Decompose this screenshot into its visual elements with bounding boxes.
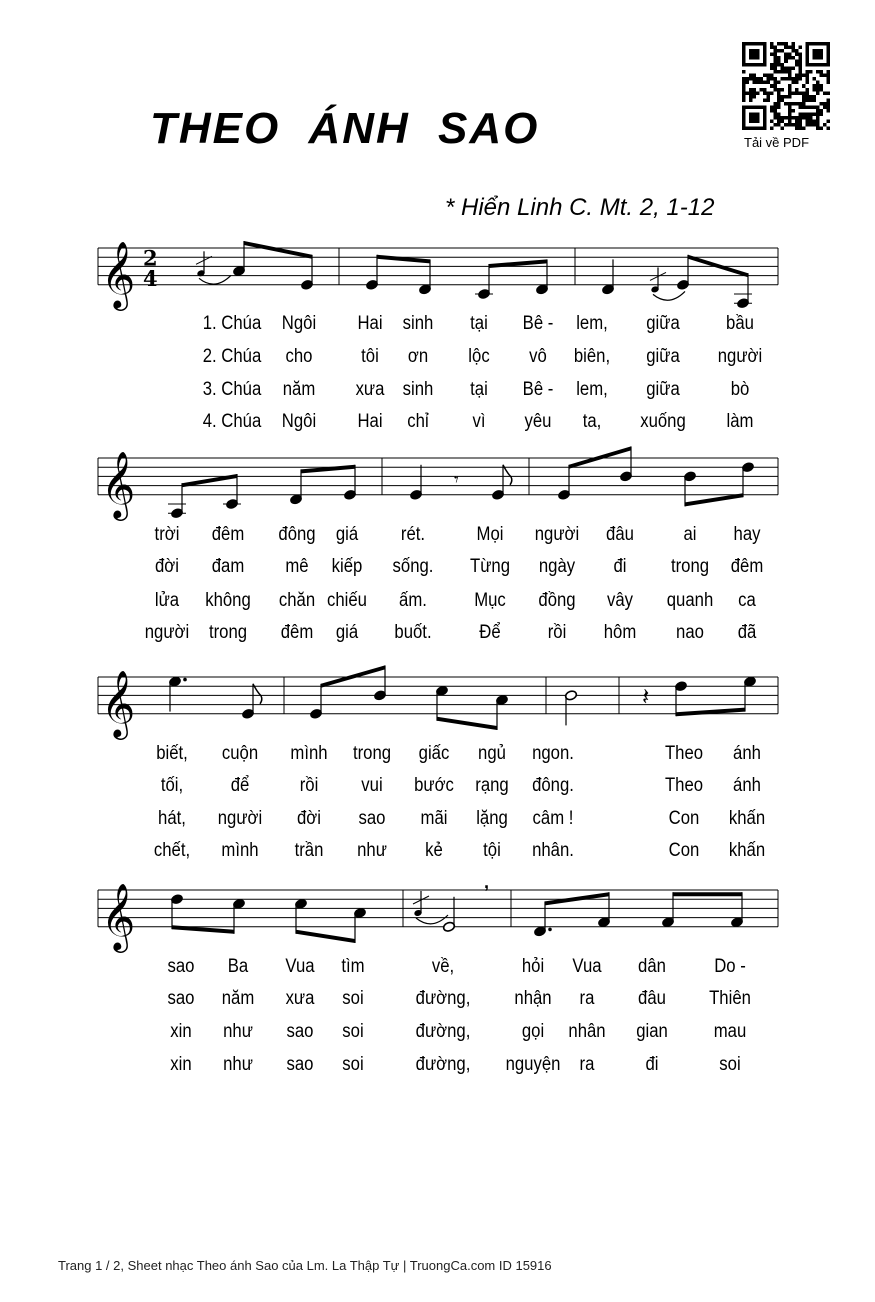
lyric-syllable: vui: [361, 775, 383, 796]
lyric-syllable: sinh: [402, 379, 434, 400]
lyric-syllable: trời: [154, 524, 180, 545]
lyric-syllable: gian: [636, 1021, 668, 1042]
beam: [301, 465, 355, 474]
lyric-syllable: hát,: [158, 808, 186, 829]
treble-clef-icon: 𝄞: [101, 239, 136, 308]
lyric-syllable: khấn: [728, 840, 766, 861]
lyric-syllable: soi: [719, 1054, 741, 1075]
lyric-syllable: ra: [579, 1054, 595, 1075]
lyric-syllable: đông: [278, 524, 316, 545]
lyric-syllable: nhân: [568, 1021, 606, 1042]
lyric-syllable: Bê -: [522, 313, 554, 334]
slur: [653, 291, 685, 300]
lyric-syllable: vây: [606, 590, 634, 611]
lyric-syllable: Theo: [664, 743, 704, 764]
lyric-syllable: rạng: [475, 775, 509, 796]
lyric-syllable: 1. Chúa: [202, 313, 262, 334]
lyric-syllable: đâu: [638, 988, 666, 1009]
lyric-syllable: ra: [579, 988, 595, 1009]
treble-clef-icon: 𝄞: [101, 668, 136, 737]
staff-system: [98, 240, 778, 311]
lyric-syllable: vô: [529, 346, 547, 367]
lyric-syllable: khấn: [728, 808, 766, 829]
lyric-syllable: như: [223, 1021, 253, 1042]
lyric-syllable: chăn: [278, 590, 316, 611]
lyric-syllable: Vua: [285, 956, 315, 977]
beam: [244, 241, 312, 259]
lyric-syllable: kiếp: [331, 556, 363, 577]
lyric-syllable: hôm: [603, 622, 637, 643]
lyric-syllable: đêm: [280, 622, 314, 643]
dot: [548, 928, 552, 932]
lyric-syllable: Hai: [357, 313, 383, 334]
lyric-syllable: trong: [670, 556, 710, 577]
lyric-syllable: đồng: [538, 590, 576, 611]
lyric-syllable: ca: [738, 590, 756, 611]
download-pdf-link[interactable]: Tải về PDF: [744, 135, 810, 150]
lyric-syllable: năm: [221, 988, 255, 1009]
author-credit: * Hiển Linh C. Mt. 2, 1-12: [445, 194, 715, 221]
lyric-syllable: mình: [290, 743, 328, 764]
lyric-syllable: lộc: [468, 346, 490, 367]
lyric-syllable: tại: [470, 313, 488, 334]
lyric-syllable: 4. Chúa: [202, 411, 262, 432]
lyric-syllable: đường,: [415, 988, 471, 1009]
lyric-syllable: Để: [479, 622, 501, 643]
lyric-syllable: giá: [335, 622, 359, 643]
lyric-syllable: Ba: [227, 956, 249, 977]
lyric-syllable: xuống: [640, 411, 686, 432]
breath-mark: ,: [484, 872, 490, 892]
treble-clef-icon: 𝄞: [101, 881, 136, 950]
lyric-syllable: 3. Chúa: [202, 379, 262, 400]
lyric-syllable: buốt.: [394, 622, 432, 643]
lyric-syllable: soi: [342, 988, 364, 1009]
lyric-syllable: hỏi: [521, 956, 545, 977]
dot: [183, 678, 187, 682]
lyric-syllable: chiếu: [327, 590, 367, 611]
lyric-syllable: đâu: [606, 524, 634, 545]
lyric-syllable: bầu: [726, 313, 754, 334]
beam: [296, 930, 355, 943]
lyric-syllable: như: [223, 1054, 253, 1075]
lyric-syllable: làm: [726, 411, 754, 432]
lyric-syllable: ấm.: [399, 590, 427, 611]
lyric-syllable: đi: [613, 556, 627, 577]
lyric-syllable: rồi: [547, 622, 567, 643]
lyric-syllable: Hai: [357, 411, 383, 432]
lyric-syllable: tối,: [160, 775, 184, 796]
lyric-syllable: Bê -: [522, 379, 554, 400]
slur: [416, 915, 448, 924]
lyric-syllable: tìm: [341, 956, 365, 977]
lyric-syllable: ánh: [733, 743, 761, 764]
lyric-syllable: cho: [285, 346, 313, 367]
lyric-syllable: xưa: [355, 379, 385, 400]
beam: [377, 255, 430, 264]
lyric-syllable: sinh: [402, 313, 434, 334]
lyric-syllable: để: [230, 775, 250, 796]
lyric-syllable: hay: [733, 524, 761, 545]
lyric-syllable: đường,: [415, 1021, 471, 1042]
lyric-syllable: cuộn: [221, 743, 259, 764]
lyric-syllable: tại: [470, 379, 488, 400]
lyric-syllable: xin: [170, 1021, 192, 1042]
lyric-syllable: quanh: [666, 590, 714, 611]
song-title: THEO ÁNH SAO: [150, 104, 540, 153]
lyric-syllable: dân: [638, 956, 666, 977]
lyric-syllable: ai: [683, 524, 697, 545]
lyric-syllable: giữa: [646, 346, 680, 367]
lyric-syllable: rét.: [400, 524, 426, 545]
lyric-syllable: Từng: [469, 556, 511, 577]
lyric-syllable: mình: [221, 840, 259, 861]
lyric-syllable: sống.: [392, 556, 434, 577]
lyric-syllable: bò: [730, 379, 750, 400]
lyric-syllable: biết,: [156, 743, 188, 764]
lyric-syllable: câm !: [532, 808, 574, 829]
lyric-syllable: tôi: [361, 346, 379, 367]
lyric-syllable: Con: [668, 808, 700, 829]
lyric-syllable: Mọi: [476, 524, 504, 545]
beam: [676, 708, 745, 717]
lyric-syllable: Ngôi: [281, 411, 317, 432]
lyric-syllable: nguyện: [505, 1054, 561, 1075]
lyric-syllable: đã: [737, 622, 757, 643]
lyric-syllable: ngày: [538, 556, 576, 577]
lyric-syllable: người: [217, 808, 263, 829]
lyric-syllable: Vua: [572, 956, 602, 977]
page-footer: Trang 1 / 2, Sheet nhạc Theo ánh Sao của Lm. La Thập Tự | TruongCa.com ID 15916: [58, 1258, 552, 1273]
lyric-syllable: sao: [167, 956, 195, 977]
lyric-syllable: tội: [483, 840, 501, 861]
lyric-syllable: sao: [167, 988, 195, 1009]
lyric-syllable: soi: [342, 1021, 364, 1042]
note-flag: [503, 465, 512, 485]
lyric-syllable: năm: [282, 379, 316, 400]
lyric-syllable: đêm: [211, 524, 245, 545]
lyric-syllable: đi: [645, 1054, 659, 1075]
lyric-syllable: vì: [472, 411, 486, 432]
treble-clef-icon: 𝄞: [101, 449, 136, 518]
lyric-syllable: đời: [297, 808, 321, 829]
lyric-syllable: ánh: [733, 775, 761, 796]
lyric-syllable: mê: [285, 556, 309, 577]
time-signature-bottom: 4: [143, 265, 158, 291]
lyric-syllable: bước: [414, 775, 454, 796]
lyric-syllable: đông.: [532, 775, 574, 796]
lyric-syllable: người: [717, 346, 763, 367]
lyric-syllable: giữa: [646, 313, 680, 334]
lyric-syllable: 2. Chúa: [202, 346, 262, 367]
lyric-syllable: ngủ: [478, 743, 506, 764]
lyric-syllable: đời: [155, 556, 179, 577]
lyric-syllable: Con: [668, 840, 700, 861]
lyric-syllable: sao: [358, 808, 386, 829]
lyric-syllable: nhân.: [532, 840, 574, 861]
lyric-syllable: ơn: [407, 346, 429, 367]
lyric-syllable: giá: [335, 524, 359, 545]
lyric-syllable: yêu: [524, 411, 552, 432]
lyric-syllable: mãi: [420, 808, 448, 829]
lyric-syllable: ngon.: [532, 743, 574, 764]
beam: [437, 717, 497, 730]
beam: [673, 892, 742, 896]
eighth-rest-icon: 𝄾: [454, 469, 459, 491]
lyric-syllable: rồi: [299, 775, 319, 796]
lyric-syllable: sao: [286, 1054, 314, 1075]
lyric-syllable: giữa: [646, 379, 680, 400]
lyric-syllable: về,: [431, 956, 455, 977]
lyric-syllable: trong: [352, 743, 392, 764]
lyric-syllable: giấc: [418, 743, 450, 764]
staff-system: [98, 446, 778, 520]
lyric-syllable: sao: [286, 1021, 314, 1042]
staff-system: [98, 872, 778, 953]
quarter-rest-icon: 𝄽: [642, 682, 650, 711]
lyric-syllable: như: [357, 840, 387, 861]
lyric-syllable: gọi: [521, 1021, 545, 1042]
lyric-syllable: Theo: [664, 775, 704, 796]
lyric-syllable: Do -: [714, 956, 746, 977]
lyric-syllable: xưa: [285, 988, 315, 1009]
lyric-syllable: Thiên: [709, 988, 751, 1009]
staff-system: [98, 665, 778, 739]
lyric-syllable: xin: [170, 1054, 192, 1075]
lyric-syllable: người: [534, 524, 580, 545]
lyric-syllable: soi: [342, 1054, 364, 1075]
lyric-syllable: Mục: [474, 590, 506, 611]
lyric-syllable: lặng: [476, 808, 508, 829]
lyric-syllable: đam: [211, 556, 245, 577]
lyric-syllable: trong: [208, 622, 248, 643]
lyric-syllable: lem,: [576, 379, 608, 400]
time-signature-top: 2: [143, 245, 158, 271]
lyric-syllable: không: [205, 590, 251, 611]
lyric-syllable: mau: [713, 1021, 747, 1042]
lyric-syllable: đêm: [730, 556, 764, 577]
lyric-syllable: người: [144, 622, 190, 643]
lyric-syllable: Ngôi: [281, 313, 317, 334]
lyric-syllable: nhận: [514, 988, 552, 1009]
slur: [199, 275, 231, 284]
lyric-syllable: lửa: [154, 590, 180, 611]
lyric-syllable: lem,: [576, 313, 608, 334]
lyric-syllable: kẻ: [425, 840, 443, 861]
lyric-syllable: trần: [294, 840, 324, 861]
lyric-syllable: đường,: [415, 1054, 471, 1075]
lyric-syllable: nao: [676, 622, 704, 643]
lyric-syllable: chỉ: [407, 411, 429, 432]
lyric-syllable: chết,: [153, 840, 191, 861]
lyric-syllable: ta,: [582, 411, 602, 432]
lyric-syllable: biên,: [573, 346, 611, 367]
note-flag: [253, 684, 262, 704]
